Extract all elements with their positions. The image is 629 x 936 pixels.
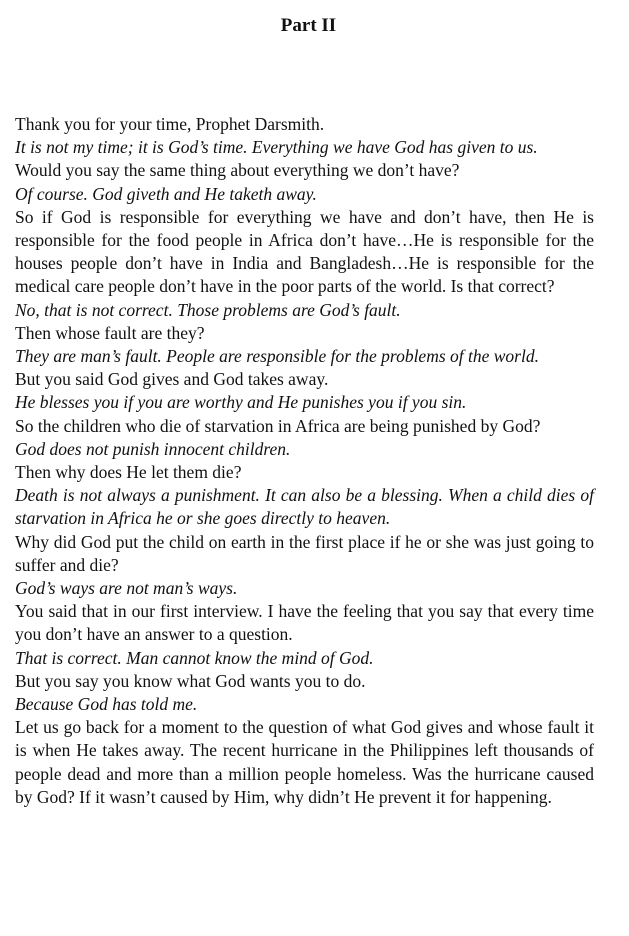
question-paragraph: Would you say the same thing about everything we don’t have?	[15, 160, 460, 181]
question-paragraph: Let us go back for a moment to the question of what God gives and whose fault it is when He takes away. The recent hurricane in the Philippines left thousands of people dead and more than a million people homeless. Was the hurricane caused by God? If it wasn’t caused by Him, why didn’t He prevent it for happening.	[15, 717, 594, 807]
question-paragraph: So if God is responsible for everything we have and don’t have, then He is responsible for the food people in Africa don’t have…He is responsible for the houses people don’t have in India and Bangladesh…He is responsible for the medical care people don’t have in the poor parts of the world. Is that correct?	[15, 206, 594, 297]
answer-paragraph: Of course. God giveth and He taketh away.	[15, 183, 317, 204]
answer-paragraph: He blesses you if you are worthy and He punishes you if you sin.	[15, 392, 467, 413]
page-heading: Part II	[280, 15, 337, 36]
question-paragraph: Why did God put the child on earth in the first place if he or she was just going to suffer and die?	[15, 531, 594, 575]
answer-paragraph: It is not my time; it is God’s time. Everything we have God has given to us.	[15, 137, 538, 158]
answer-paragraph: God’s ways are not man’s ways.	[15, 578, 238, 599]
answer-paragraph: That is correct. Man cannot know the mind of God.	[15, 647, 374, 668]
question-paragraph: You said that in our first interview. I have the feeling that you say that every time you don’t have an answer to a question.	[15, 601, 594, 645]
question-paragraph: But you said God gives and God takes away.	[15, 369, 329, 390]
document-page	[15, 14, 594, 809]
answer-paragraph: Because God has told me.	[15, 694, 198, 715]
answer-paragraph: No, that is not correct. Those problems are God’s fault.	[15, 299, 401, 320]
question-paragraph: But you say you know what God wants you to do.	[15, 670, 366, 691]
question-paragraph: Then whose fault are they?	[15, 322, 205, 343]
question-paragraph: Thank you for your time, Prophet Darsmith.	[15, 114, 325, 134]
question-paragraph: So the children who die of starvation in Africa are being punished by God?	[15, 415, 541, 436]
answer-paragraph: They are man’s fault. People are responsible for the problems of the world.	[15, 346, 539, 367]
answer-paragraph: God does not punish innocent children.	[15, 438, 291, 459]
interview-dialogue	[15, 113, 594, 809]
question-paragraph: Then why does He let them die?	[15, 462, 242, 483]
answer-paragraph: Death is not always a punishment. It can also be a blessing. When a child dies of starvation in Africa he or she goes directly to heaven.	[15, 485, 594, 529]
